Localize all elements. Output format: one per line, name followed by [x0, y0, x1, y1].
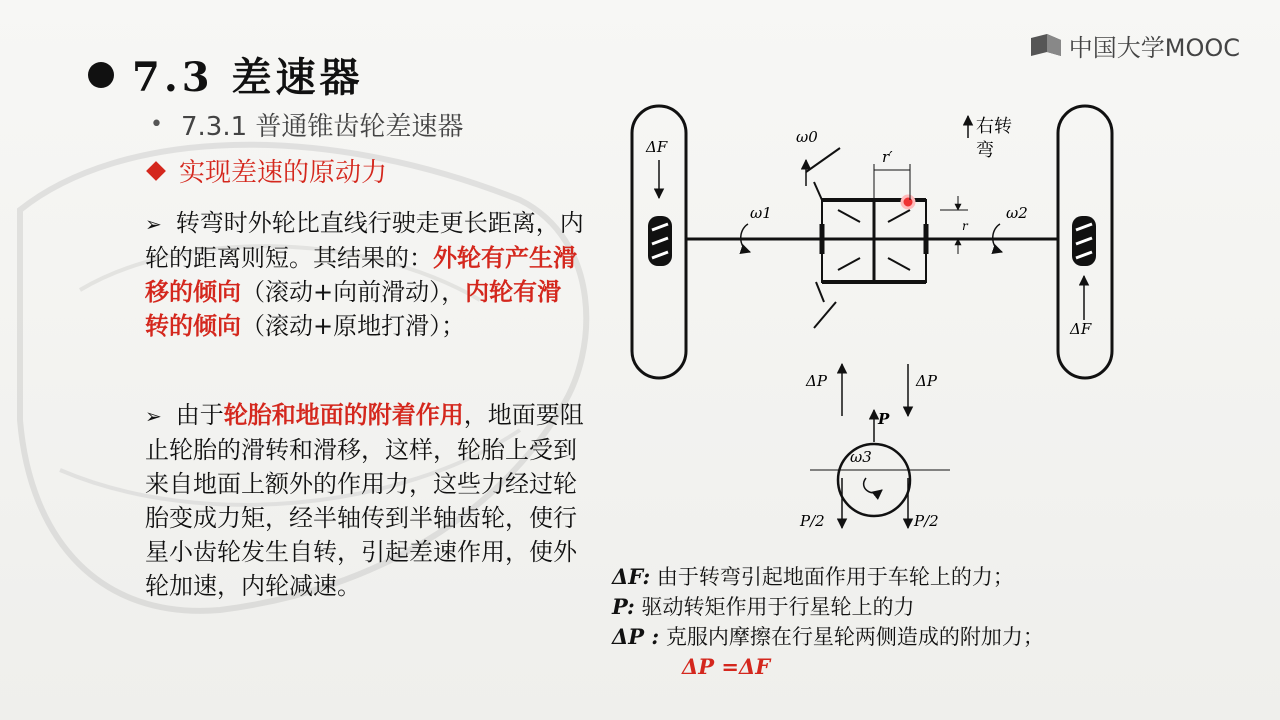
- pointer-dot: [902, 196, 914, 208]
- legend-symbol: ΔF:: [612, 564, 651, 589]
- legend-item: [612, 562, 1044, 592]
- label-dp-left: ΔP: [806, 372, 827, 390]
- label-p: P: [878, 410, 890, 428]
- label-w0: ω0: [796, 128, 818, 146]
- section-heading: [145, 152, 387, 189]
- paragraph-1: [145, 206, 585, 343]
- subtitle: [150, 106, 463, 143]
- paragraph-2-highlight-a: 轮胎和地面的附着作用: [223, 401, 464, 429]
- paragraph-2-text-a: 由于: [175, 401, 224, 429]
- legend-text: 由于转弯引起地面作用于车轮上的力；: [650, 565, 1014, 589]
- label-df-left: ΔF: [646, 138, 668, 156]
- label-df-right: ΔF: [1070, 320, 1092, 338]
- planet-gear: [838, 444, 910, 516]
- subtitle-text: 7.3.1 普通锥齿轮差速器: [180, 112, 464, 142]
- mooc-logo: [1029, 28, 1240, 63]
- label-dp-right: ΔP: [916, 372, 937, 390]
- legend-equation: ΔP =ΔF: [682, 654, 771, 679]
- legend-symbol: ΔP :: [612, 624, 660, 649]
- label-r: r: [962, 219, 968, 233]
- label-turn: 右转: [976, 116, 1012, 137]
- legend-text: 克服内摩擦在行星轮两侧造成的附加力；: [659, 625, 1044, 649]
- differential-diagram: [610, 98, 1130, 553]
- mooc-logo-text: 中国大学MOOC: [1068, 34, 1240, 62]
- label-w3: ω3: [850, 448, 872, 466]
- legend-item: [612, 592, 1044, 622]
- paragraph-1-text-c: （滚动+原地打滑）；: [241, 312, 466, 340]
- legend-text: 驱动转矩作用于行星轮上的力: [634, 595, 915, 619]
- page-title: 7.3 差速器: [132, 54, 364, 101]
- paragraph-2-text-b: ，地面要阻止轮胎的滑转和滑移，这样，轮胎上受到来自地面上额外的作用力，这些力经过轮胎变成力矩，经半轴传到半轴齿轮，使行星小齿轮发生自转，引起差速作用，使外轮加速，内轮减速。: [145, 401, 584, 600]
- mooc-logo-icon: [1029, 32, 1063, 60]
- paragraph-1-highlight-b: 内轮有滑转的倾向: [145, 278, 562, 340]
- label-p2-right: P/2: [914, 512, 939, 530]
- title-bullet: [88, 62, 114, 88]
- label-turn-2: 弯: [976, 140, 994, 161]
- label-w1: ω1: [750, 204, 772, 222]
- label-w2: ω2: [1006, 204, 1028, 222]
- diamond-bullet-icon: [146, 161, 166, 181]
- legend: [612, 562, 1044, 682]
- legend-item: [612, 622, 1044, 652]
- arrow-bullet-icon: ➢: [145, 404, 162, 428]
- paragraph-1-highlight-a: 外轮有产生滑移的倾向: [145, 244, 577, 306]
- paragraph-2: [145, 398, 585, 603]
- legend-symbol: P:: [612, 594, 635, 619]
- paragraph-1-text-b: （滚动+向前滑动），: [241, 278, 466, 306]
- subtitle-bullet: •: [150, 112, 163, 137]
- title-row: [88, 46, 364, 103]
- label-r-prime: r′: [882, 148, 893, 166]
- section-heading-text: 实现差速的原动力: [179, 158, 388, 188]
- paragraph-1-text-a: 转弯时外轮比直线行驶走更长距离，内轮的距离则短。其结果的：: [145, 209, 584, 272]
- label-p2-left: P/2: [800, 512, 825, 530]
- arrow-bullet-icon: ➢: [145, 212, 162, 236]
